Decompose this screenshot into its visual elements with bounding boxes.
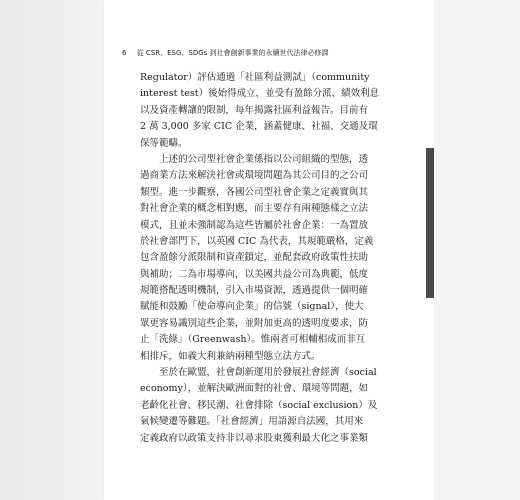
text-line: 賦能和鼓勵「使命導向企業」的信號（signal），使大 [140, 301, 364, 313]
text-line: Regulator）評估通過「社區利益測試」（community [140, 72, 370, 83]
right-margin [434, 0, 520, 500]
text-line: 氣候變遷等難題。「社會經濟」用語源自法國，其用來 [140, 416, 364, 428]
text-line: 類型。進一步觀察，各國公司型社會企業之定義實與其 [140, 186, 369, 198]
left-margin-shade [0, 0, 104, 500]
body-text [140, 70, 408, 447]
text-line: 眾更容易識別這些企業，並附加更高的透明度要求，防 [140, 317, 369, 329]
text-line: 與補助；二為市場導向，以美國共益公司為典範，低度 [140, 268, 369, 280]
text-line: 止「洗綠」（Greenwash）。惟兩者可相輔相成而非互 [140, 334, 366, 346]
running-title: 從 CSR、ESG、SDGs 到社會創新事業的永續世代法律必修課 [136, 49, 329, 57]
text-line: 至於在歐盟，社會創新運用於發展社會經濟（social [140, 367, 377, 379]
text-line: economy），並解決歐洲面對的社會、環境等問題，如 [140, 383, 369, 395]
text-line: 於社會部門下，以英國 CIC 為代表，其規範嚴格，定義 [140, 235, 374, 247]
text-line: 保等範疇。 [140, 137, 188, 149]
text-line: 上述的公司型社會企業係指以公司組織的型態，透 [140, 153, 369, 165]
page-number: 6 [122, 49, 127, 57]
text-line: 對社會企業的概念相對應，而主要存有兩種態樣之立法 [140, 203, 369, 215]
text-line: 包含盈餘分派限制和資產鎖定，並配套政府政策性扶助 [140, 252, 369, 264]
text-line: 規範搭配透明機制，引入市場資源，透過提供一個明確 [140, 285, 369, 297]
text-line: 定義政府以政策支持非以尋求股東獲利最大化之事業類 [140, 432, 369, 444]
text-line: 過商業方法來解決社會或環境問題為其公司目的之公司 [140, 170, 369, 182]
text-line: 老齡化社會、移民潮、社會排除（social exclusion）及 [140, 399, 378, 411]
text-line: 模式，且並未強制認為這些皆屬於社會企業：一為置放 [140, 219, 369, 231]
chapter-edge-tab [426, 148, 434, 298]
text-line: interest test）後始得成立，並受有盈餘分派、績效利息 [140, 88, 380, 100]
text-line: 以及資產轉讓的限制，每年揭露社區利益報告。目前有 [140, 104, 369, 116]
text-line: 相排斥，如義大利兼納兩種型態立法方式。 [140, 350, 321, 362]
text-line: 2 萬 3,000 多家 CIC 企業，涵蓋健康、社福、交通及環 [140, 121, 378, 133]
running-header [122, 48, 422, 58]
